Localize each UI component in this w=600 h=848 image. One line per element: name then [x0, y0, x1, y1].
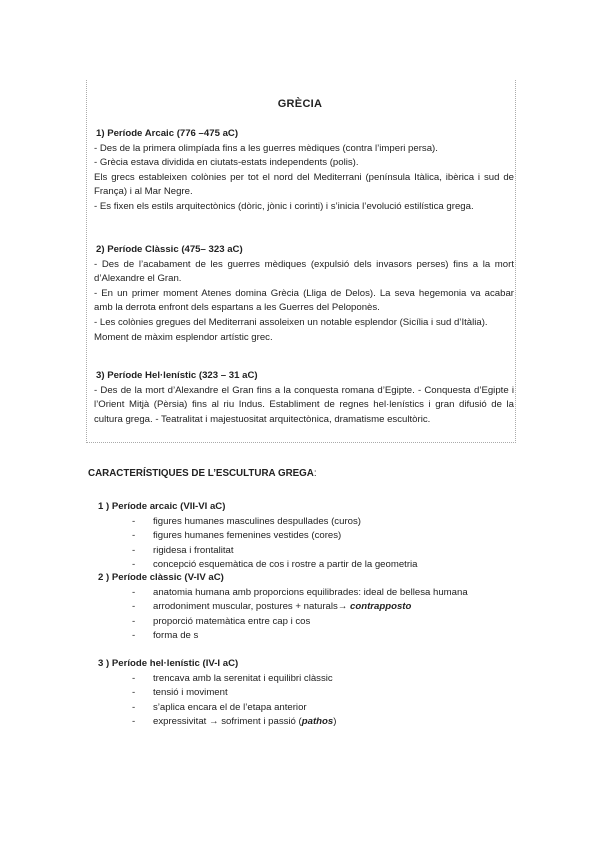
- list-item: - tensió i moviment: [132, 687, 228, 699]
- section-line: - Es fixen els estils arquitectònics (dòric, jònic i corinti) i s’inicia l’evolució estilística grega.: [94, 200, 474, 212]
- period-heading: 2 ) Període clàssic (V-IV aC): [98, 572, 224, 583]
- list-item: - trencava amb la serenitat i equilibri clàssic: [132, 672, 333, 684]
- list-item: - concepció esquemàtica de cos i rostre a partir de la geometria: [132, 559, 418, 571]
- characteristics-title-colon: :: [313, 468, 317, 479]
- page-title: GRÈCIA: [277, 98, 323, 110]
- characteristics-title-text: CARACTERÍSTIQUES DE L’ESCULTURA GREGA: [88, 468, 314, 479]
- list-item: - rigidesa i frontalitat: [132, 544, 234, 556]
- section-line: - Des de l’acabament de les guerres mèdiques (expulsió dels invasors perses) fins a la mort d’Alexandre el Gran.: [94, 258, 514, 285]
- list-item: - anatomia humana amb proporcions equilibrades: ideal de bellesa humana: [132, 586, 468, 598]
- characteristics-title: [88, 468, 317, 479]
- section-heading: 2) Període Clàssic (475– 323 aC): [96, 244, 243, 255]
- section-line: - Des de la mort d’Alexandre el Gran fins a la conquesta romana d’Egipte. - Conquesta d’Egipte i l’Orient Mitjà (Pèrsia) fins al riu Indus. Establiment de regnes hel·lenístics i gran difusió de la cultura grega. - Teatralitat i majestuositat arquitectònica, dramatisme escultòric.: [94, 384, 514, 425]
- section-line: - Les colònies gregues del Mediterrani assoleixen un notable esplendor (Sicília i sud d’Itàlia).: [94, 316, 488, 328]
- list-item: - expressivitat → sofriment i passió (pathos): [132, 716, 337, 728]
- pathos-term: pathos: [301, 716, 334, 728]
- period-arcaic: [98, 500, 498, 573]
- contrapposto-term: contrapposto: [350, 601, 412, 613]
- section-line: - Des de la primera olimpíada fins a les guerres mèdiques (contra l’imperi persa).: [94, 142, 438, 154]
- section-hellenistic: [94, 369, 514, 427]
- section-classic: [94, 243, 514, 345]
- list-item: - figures humanes masculines despullades (curos): [132, 515, 361, 527]
- section-heading: 3) Període Hel·lenístic (323 – 31 aC): [96, 370, 258, 381]
- list-item: - arrodoniment muscular, postures + naturals→ contrapposto: [132, 601, 412, 613]
- period-hellenistic: [98, 657, 498, 730]
- list-item: - forma de s: [132, 630, 199, 642]
- section-heading: 1) Període Arcaic (776 –475 aC): [96, 128, 239, 139]
- section-line: - Grècia estava dividida en ciutats-estats independents (polis).: [94, 157, 359, 169]
- section-arcaic: [94, 127, 514, 215]
- list-item: - s’aplica encara el de l’etapa anterior: [132, 701, 307, 713]
- list-item: - figures humanes femenines vestides (cores): [132, 530, 342, 542]
- list-item: - proporció matemàtica entre cap i cos: [132, 615, 311, 627]
- arrow-icon: →: [337, 601, 351, 613]
- section-line: Moment de màxim esplendor artístic grec.: [94, 331, 273, 343]
- period-heading: 3 ) Període hel·lenístic (IV-I aC): [98, 658, 239, 669]
- closing-paren: ): [333, 716, 337, 728]
- section-line: - En un primer moment Atenes domina Grècia (Lliga de Delos). La seva hegemonia va acabar amb la derrota enfront dels espartans a les Guerres del Peloponès.: [94, 287, 514, 314]
- period-heading: 1 ) Període arcaic (VII-VI aC): [98, 501, 226, 512]
- section-line: Els grecs estableixen colònies per tot el nord del Mediterrani (península Itàlica, ibèrica i sud de França) i al Mar Negre.: [94, 171, 514, 198]
- period-classic: [98, 571, 498, 644]
